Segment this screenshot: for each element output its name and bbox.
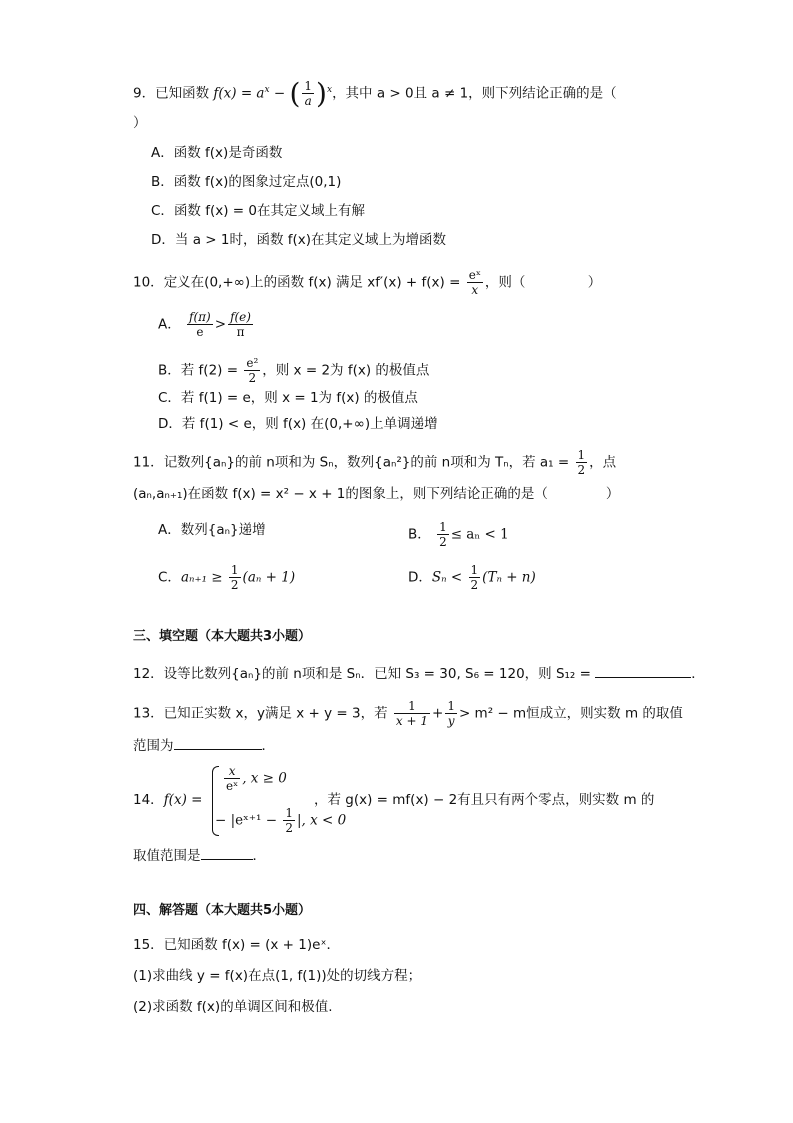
q11-option-b xyxy=(408,520,509,549)
q11-c-den: 2 xyxy=(230,578,239,592)
section-fill-in-heading: 三、填空题（本大题共3小题） xyxy=(133,629,312,644)
q11-line1-tail: ，点 xyxy=(589,454,617,471)
q12-text: 12．设等比数列{aₙ}的前 n项和是 Sₙ．已知 S₃ = 30, S₆ = 120，则 S₁₂ = xyxy=(133,666,591,682)
q14-case2 xyxy=(215,806,346,835)
q13-f1-num: 1 xyxy=(394,699,430,714)
q14-case1-frac xyxy=(224,764,240,793)
q11-b-label: B． xyxy=(408,526,431,543)
q9-paren-open: ( xyxy=(289,76,301,110)
q11-option-a: A．数列{aₙ}递增 xyxy=(158,522,266,538)
q9-frac-den: a xyxy=(304,94,312,108)
q11-c-pre: aₙ₊₁ ≥ xyxy=(180,569,223,586)
q10-b-post: ，则 x = 2为 f(x) 的极值点 xyxy=(262,362,430,379)
q9-cond: ，其中 a > 0且 a ≠ 1，则下列结论正确的是（ xyxy=(332,85,617,102)
q13-plus: + xyxy=(432,705,444,722)
q11-line1-text: 记数列{aₙ}的前 n项和为 Sₙ，数列{aₙ²}的前 n项和为 Tₙ，若 a₁ = xyxy=(163,454,570,471)
q9-close: ） xyxy=(133,115,147,131)
q10-b-num: e² xyxy=(246,356,259,370)
q9-exp2: x xyxy=(326,85,333,95)
q9-c-label: C． xyxy=(151,203,174,219)
q10-b-frac xyxy=(244,356,260,385)
q14-case2-pre: − |eˣ⁺¹ − xyxy=(215,812,278,829)
q14-case2-num: 1 xyxy=(285,806,293,820)
q11-line2-text: (aₙ,aₙ₊₁)在函数 f(x) = x² − x + 1的图象上，则下列结论正确的是（ xyxy=(133,486,548,502)
q11-b-tail: ≤ aₙ < 1 xyxy=(450,526,509,543)
q13-f2-num: 1 xyxy=(447,699,455,713)
q9-option-a xyxy=(151,143,282,163)
q11-number: 11． xyxy=(133,454,164,471)
q13-line1 xyxy=(133,699,683,728)
q14-end: ． xyxy=(252,848,266,864)
q10-frac-den: x xyxy=(471,283,479,297)
q13-frac1 xyxy=(394,699,430,728)
q11-d-pre: Sₙ < xyxy=(431,569,463,586)
q9-frac-num: 1 xyxy=(304,79,313,93)
q10-a-label: A． xyxy=(158,316,181,333)
q14-number: 14． xyxy=(133,792,164,808)
q14-case1 xyxy=(222,764,287,793)
q12-end: ． xyxy=(691,666,705,682)
q9-d-text: 当 a > 1时，函数 f(x)在其定义域上为增函数 xyxy=(174,232,447,248)
q14-case2-den: 2 xyxy=(285,821,293,835)
q14-case1-num: x xyxy=(224,764,240,779)
q13-end: ． xyxy=(261,738,275,754)
q10-lead: 定义在(0,+∞)上的函数 f(x) 满足 xf′(x) + f(x) = xyxy=(163,274,461,291)
q9-func: f(x) = a xyxy=(213,85,265,102)
q10-b-label: B． xyxy=(158,362,181,379)
q11-d-den: 2 xyxy=(470,578,479,592)
q11-close: ） xyxy=(605,486,620,502)
q11-line2 xyxy=(133,484,619,504)
q10-frac xyxy=(467,268,483,297)
q14-case2-cond: |, x < 0 xyxy=(296,812,347,829)
q9-stem xyxy=(133,76,617,110)
q13-post: > m² − m恒成立，则实数 m 的取值 xyxy=(458,705,683,722)
q14-line2 xyxy=(133,845,266,866)
q11-d-frac xyxy=(469,563,481,592)
q11-b-den: 2 xyxy=(439,535,447,549)
q10-tail: ，则（ xyxy=(484,274,526,291)
q9-a-text: 函数 f(x)是奇函数 xyxy=(173,145,283,161)
q13-line2-text: 范围为 xyxy=(133,738,174,754)
q11-a1-den: 2 xyxy=(577,463,586,477)
q11-b-frac xyxy=(437,520,449,549)
q10-a-right-den: π xyxy=(236,325,245,339)
q10-a-right-num: f(e) xyxy=(230,310,251,324)
q11-d-tail: (Tₙ + n) xyxy=(482,569,536,586)
q10-number: 10． xyxy=(133,274,164,291)
q14-case1-den: eˣ xyxy=(226,779,239,793)
q15-part2: (2)求函数 f(x)的单调区间和极值. xyxy=(133,999,333,1015)
q10-frac-num: eˣ xyxy=(468,268,481,282)
q14-lhs: f(x) = xyxy=(163,792,203,808)
q10-a-op: > xyxy=(214,316,227,333)
q9-number: 9． xyxy=(133,85,156,102)
q9-option-b xyxy=(151,172,341,192)
q11-c-frac xyxy=(229,563,241,592)
q13-f2-den: y xyxy=(447,714,455,728)
q11-option-d xyxy=(408,563,536,592)
q9-c-text: 函数 f(x) = 0在其定义域上有解 xyxy=(173,203,365,219)
q12-line xyxy=(133,663,705,684)
q10-option-a xyxy=(158,310,255,339)
q12-answer-blank[interactable] xyxy=(595,663,691,678)
q9-exp: x xyxy=(264,85,270,95)
q9-minus: − xyxy=(269,85,290,102)
q11-b-num: 1 xyxy=(439,520,447,534)
q13-frac2 xyxy=(445,699,457,728)
q9-a-label: A． xyxy=(151,145,174,161)
q9-lead: 已知函数 xyxy=(155,85,210,102)
q13-f1-den: x + 1 xyxy=(395,714,428,728)
q10-option-c: C．若 f(1) = e，则 x = 1为 f(x) 的极值点 xyxy=(158,390,418,406)
q9-d-label: D． xyxy=(151,232,175,248)
q10-b-den: 2 xyxy=(248,371,257,385)
q14-case2-frac xyxy=(283,806,295,835)
q11-option-c xyxy=(158,563,295,592)
q14-case1-cond: , x ≥ 0 xyxy=(242,770,287,787)
q15-part1: (1)求曲线 y = f(x)在点(1, f(1))处的切线方程； xyxy=(133,968,422,984)
q10-option-d: D．若 f(1) < e，则 f(x) 在(0,+∞)上单调递增 xyxy=(158,416,438,432)
q11-c-tail: (aₙ + 1) xyxy=(242,569,296,586)
q10-option-b xyxy=(158,356,429,385)
q14-answer-blank[interactable] xyxy=(201,845,253,860)
q10-a-left xyxy=(187,310,213,339)
q11-d-label: D． xyxy=(408,569,432,586)
q9-b-text: 函数 f(x)的图象过定点(0,1) xyxy=(173,174,342,190)
q13-answer-blank[interactable] xyxy=(174,735,262,750)
section-solution-heading: 四、解答题（本大题共5小题） xyxy=(133,903,312,918)
q10-close: ） xyxy=(587,274,602,291)
q14-label xyxy=(133,790,202,810)
q11-c-label: C． xyxy=(158,569,181,586)
q11-line1 xyxy=(133,448,616,477)
q11-a1-frac xyxy=(576,448,588,477)
q11-d-num: 1 xyxy=(470,563,479,577)
q13-pre: 13．已知正实数 x，y满足 x + y = 3，若 xyxy=(133,705,388,722)
q10-a-left-den: e xyxy=(196,325,204,339)
q13-line2 xyxy=(133,735,275,756)
q11-a1-num: 1 xyxy=(577,448,586,462)
q10-a-right xyxy=(228,310,253,339)
q9-frac xyxy=(302,79,314,108)
q9-paren-close: ) xyxy=(316,76,327,110)
q14-tail: ，若 g(x) = mf(x) − 2有且只有两个零点，则实数 m 的 xyxy=(314,792,655,808)
q11-c-num: 1 xyxy=(230,563,239,577)
q15-stem: 15．已知函数 f(x) = (x + 1)eˣ． xyxy=(133,937,340,953)
q9-option-d xyxy=(151,230,446,250)
q9-b-label: B． xyxy=(151,174,174,190)
q14-line2-text: 取值范围是 xyxy=(133,848,201,864)
q10-a-left-num: f(π) xyxy=(189,310,211,324)
q10-stem xyxy=(133,268,601,297)
q10-b-pre: 若 f(2) = xyxy=(180,362,239,379)
q9-option-c xyxy=(151,201,365,221)
